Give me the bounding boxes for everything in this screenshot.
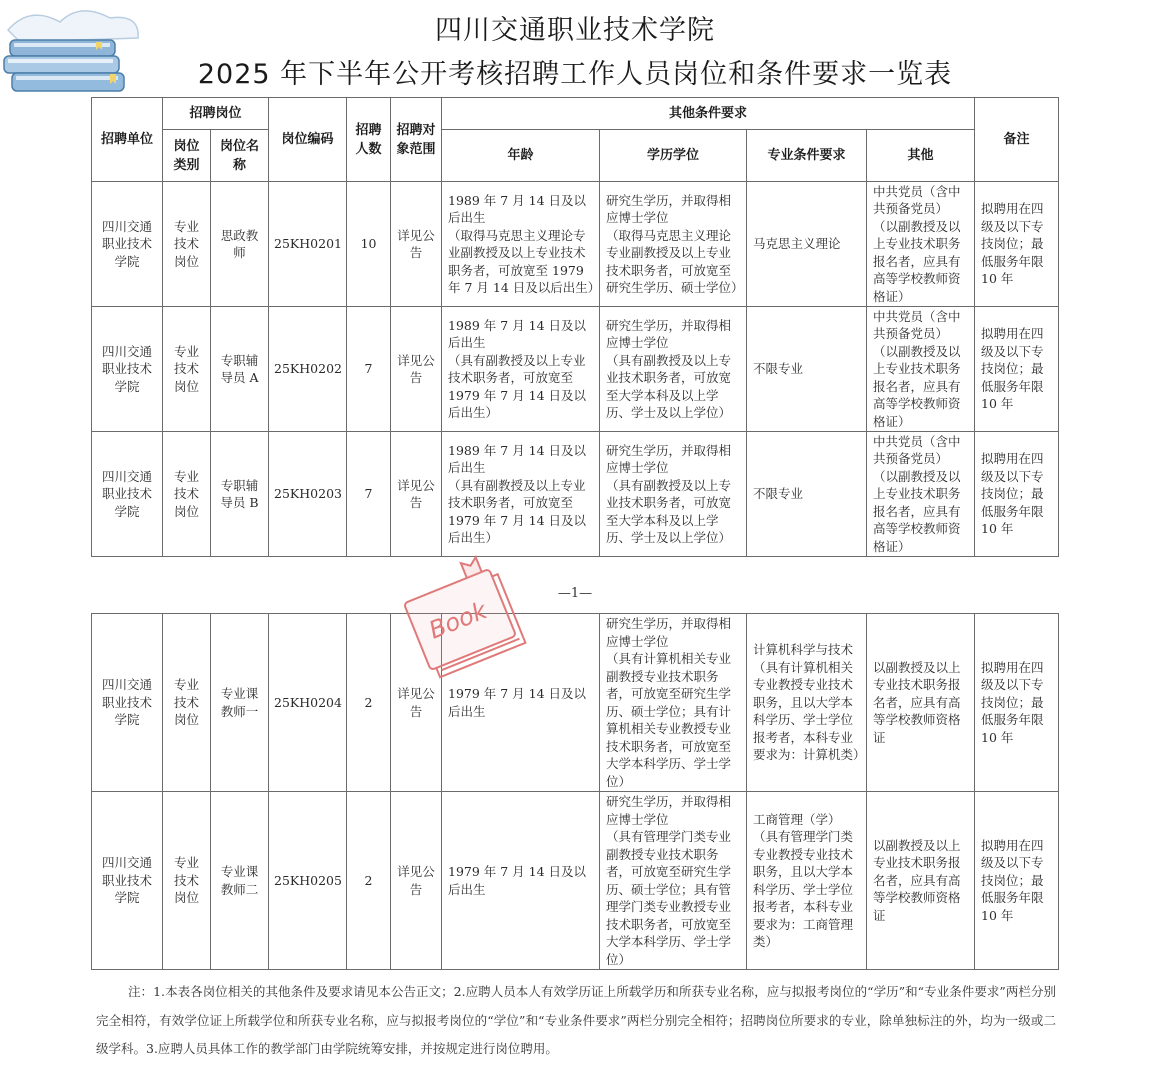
header-scope: 招聘对象范围 [391,98,442,182]
cell-remark: 拟聘用在四级及以下专技岗位；最低服务年限 10 年 [975,792,1059,970]
cell-education: 研究生学历，并取得相应博士学位 （具有计算机相关专业副教授专业技术职务者，可放宽至研究生学历、硕士学位；具有计算机相关专业教授专业技术职务者，可放宽至大学本科学历、学士学位） [600,614,747,792]
cell-code: 25KH0205 [269,792,347,970]
cell-code: 25KH0203 [269,432,347,557]
document-title: 四川交通职业技术学院 [435,15,715,46]
stamp-label: Book [425,596,491,645]
cell-age: 1989 年 7 月 14 日及以后出生 （取得马克思主义理论专业副教授及以上专业技术职务者，可放宽至 1979 年 7 月 14 日及以后出生） [442,182,600,307]
header-unit: 招聘单位 [92,98,163,182]
cell-scope: 详见公告 [391,182,442,307]
book-stamp-icon [395,555,530,690]
cell-education: 研究生学历，并取得相应博士学位 （具有副教授及以上专业技术职务者，可放宽至大学本科及以上学历、学士及以上学位） [600,307,747,432]
cell-remark: 拟聘用在四级及以下专技岗位；最低服务年限 10 年 [975,307,1059,432]
cell-unit: 四川交通职业技术学院 [92,432,163,557]
cell-code: 25KH0201 [269,182,347,307]
cell-count: 2 [347,614,391,792]
header-other: 其他 [867,130,975,182]
cell-unit: 四川交通职业技术学院 [92,614,163,792]
cell-remark: 拟聘用在四级及以下专技岗位；最低服务年限 10 年 [975,432,1059,557]
cell-education: 研究生学历，并取得相应博士学位 （具有副教授及以上专业技术职务者，可放宽至大学本科及以上学历、学士及以上学位） [600,432,747,557]
header-code: 岗位编码 [269,98,347,182]
header-position-name: 岗位名称 [211,130,269,182]
header-position-type: 岗位类别 [163,130,211,182]
cell-scope: 详见公告 [391,432,442,557]
header-count: 招聘人数 [347,98,391,182]
cell-education: 研究生学历，并取得相应博士学位 （取得马克思主义理论专业副教授及以上专业技术职务者，可放宽至研究生学历、硕士学位） [600,182,747,307]
cell-other: 中共党员（含中共预备党员） （以副教授及以上专业技术职务报名者，应具有高等学校教师资格证） [867,182,975,307]
cell-age: 1979 年 7 月 14 日及以后出生 [442,792,600,970]
cell-position-type: 专业技术岗位 [163,792,211,970]
cell-position-name: 专业课教师一 [211,614,269,792]
cell-other: 以副教授及以上专业技术职务报名者，应具有高等学校教师资格证 [867,614,975,792]
cell-age: 1989 年 7 月 14 日及以后出生 （具有副教授及以上专业技术职务者，可放宽至 1979 年 7 月 14 日及以后出生） [442,307,600,432]
cell-education: 研究生学历，并取得相应博士学位 （具有管理学门类专业副教授专业技术职务者，可放宽至研究生学历、硕士学位；具有管理学门类专业教授专业技术职务者，可放宽至大学本科学历、学士学位） [600,792,747,970]
cell-code: 25KH0202 [269,307,347,432]
cell-unit: 四川交通职业技术学院 [92,792,163,970]
cell-position-name: 专职辅导员 B [211,432,269,557]
cell-unit: 四川交通职业技术学院 [92,307,163,432]
cell-unit: 四川交通职业技术学院 [92,182,163,307]
table-row [92,432,1059,557]
cell-major: 工商管理（学） （具有管理学门类专业教授专业技术职务，且以大学本科学历、学士学位报考者，本科专业要求为：工商管理类） [747,792,867,970]
header-other-conditions: 其他条件要求 [442,98,975,130]
header-age: 年龄 [442,130,600,182]
cell-age: 1979 年 7 月 14 日及以后出生 [442,614,600,792]
footnote: 注：1.本表各岗位相关的其他条件及要求请见本公告正文；2.应聘人员本人有效学历证上所载学历和所获专业名称，应与拟报考岗位的“学历”和“专业条件要求”两栏分别完全相符，有效学位证上所载学位和所获专业名称，应与拟报考岗位的“学位”和“专业条件要求”两栏分别完全相符；招聘岗位所要求的专业，除单独标注的外，均为一级或二级学科。3.应聘人员具体工作的教学部门由学院统筹安排，并按规定进行岗位聘用。 [96,984,1056,1056]
cell-position-name: 思政教师 [211,182,269,307]
cell-other: 以副教授及以上专业技术职务报名者，应具有高等学校教师资格证 [867,792,975,970]
cell-position-type: 专业技术岗位 [163,307,211,432]
cell-count: 2 [347,792,391,970]
cell-scope: 详见公告 [391,307,442,432]
cell-position-type: 专业技术岗位 [163,432,211,557]
table-row [92,792,1059,970]
cell-code: 25KH0204 [269,614,347,792]
header-remark: 备注 [975,98,1059,182]
header-major: 专业条件要求 [747,130,867,182]
cell-major: 不限专业 [747,307,867,432]
header-education: 学历学位 [600,130,747,182]
table-row [92,614,1059,792]
table-row [92,307,1059,432]
cell-count: 10 [347,182,391,307]
cell-remark: 拟聘用在四级及以下专技岗位；最低服务年限 10 年 [975,182,1059,307]
header-position-group: 招聘岗位 [163,98,269,130]
table-row [92,182,1059,307]
cell-position-name: 专职辅导员 A [211,307,269,432]
cell-major: 计算机科学与技术 （具有计算机相关专业教授专业技术职务，且以大学本科学历、学士学位报考者，本科专业要求为：计算机类） [747,614,867,792]
cell-age: 1989 年 7 月 14 日及以后出生 （具有副教授及以上专业技术职务者，可放宽至 1979 年 7 月 14 日及以后出生） [442,432,600,557]
cell-count: 7 [347,307,391,432]
cell-position-type: 专业技术岗位 [163,614,211,792]
cell-count: 7 [347,432,391,557]
cell-major: 不限专业 [747,432,867,557]
page-number: —1— [557,586,593,601]
recruitment-table-page2 [91,613,1059,970]
cell-position-name: 专业课教师二 [211,792,269,970]
recruitment-table-page1 [91,97,1059,557]
cell-remark: 拟聘用在四级及以下专技岗位；最低服务年限 10 年 [975,614,1059,792]
cell-scope: 详见公告 [391,614,442,792]
cell-other: 中共党员（含中共预备党员） （以副教授及以上专业技术职务报名者，应具有高等学校教师资格证） [867,307,975,432]
cell-other: 中共党员（含中共预备党员） （以副教授及以上专业技术职务报名者，应具有高等学校教师资格证） [867,432,975,557]
document-subtitle: 2025 年下半年公开考核招聘工作人员岗位和条件要求一览表 [197,59,953,90]
cell-major: 马克思主义理论 [747,182,867,307]
cell-position-type: 专业技术岗位 [163,182,211,307]
cell-scope: 详见公告 [391,792,442,970]
